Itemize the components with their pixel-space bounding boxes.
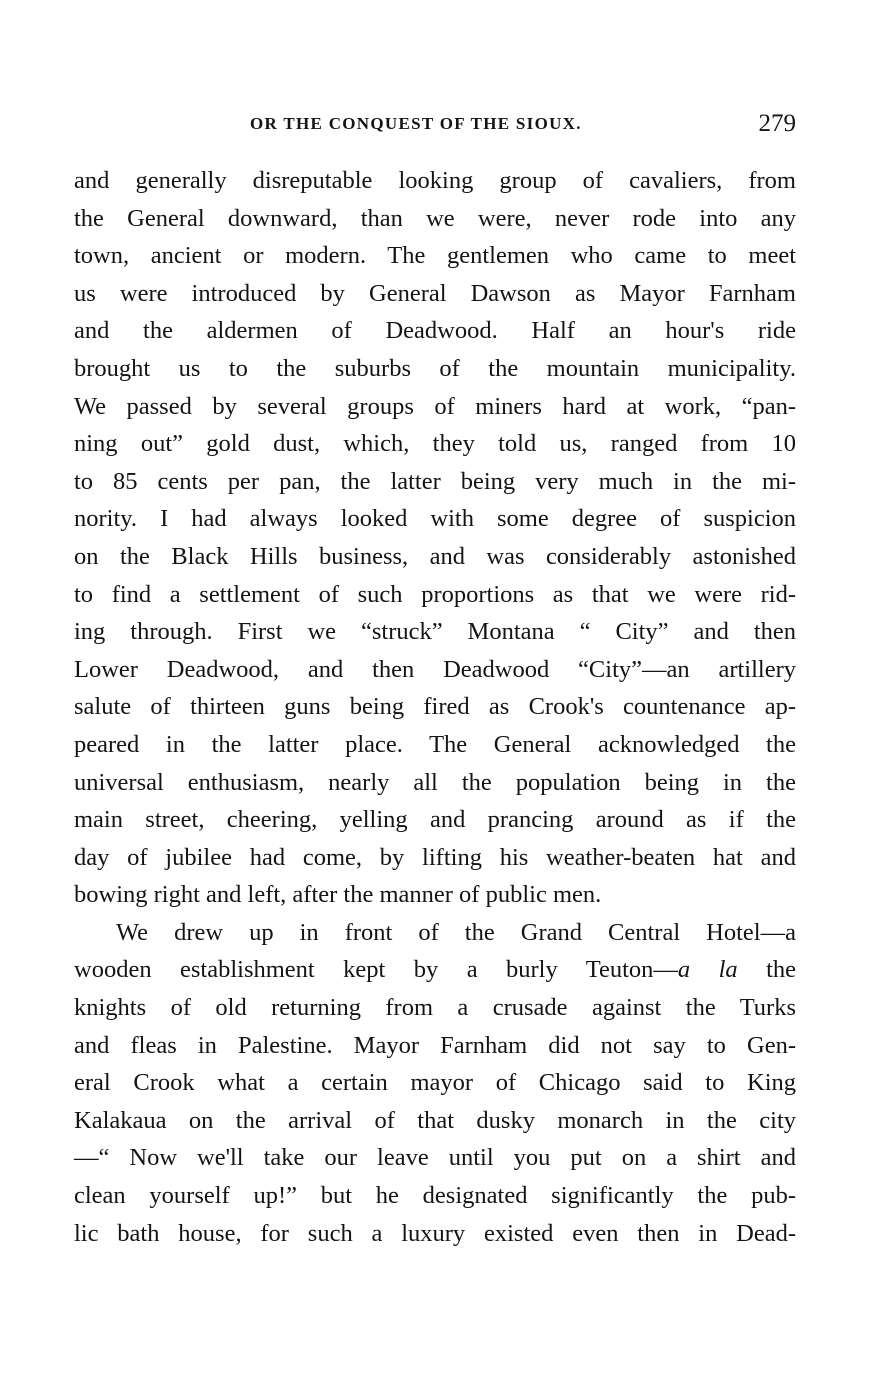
paragraph-end-line: bowing right and left, after the manner of public men. — [74, 881, 602, 909]
text-line: nority. I had always looked with some degree of suspicion — [74, 505, 796, 533]
text-line: ing through. First we “struck” Montana “ City” and then — [74, 618, 796, 646]
text-line: and generally disreputable looking group of cavaliers, from — [74, 167, 796, 194]
running-title: OR THE CONQUEST OF THE SIOUX. — [250, 114, 582, 133]
page-number: 279 — [758, 110, 796, 137]
body-text — [74, 162, 796, 1252]
running-head — [74, 110, 796, 140]
italic-phrase: a la — [677, 956, 738, 984]
text-line: and the aldermen of Deadwood. Half an hour's ride — [74, 317, 796, 345]
text-line: —“ Now we'll take our leave until you put on a shirt and — [74, 1144, 796, 1172]
text-line-with-italic — [74, 951, 796, 989]
text-line: Lower Deadwood, and then Deadwood “City”—an artillery — [74, 655, 796, 683]
text-line: We passed by several groups of miners hard at work, “pan- — [74, 392, 796, 420]
text-line: us were introduced by General Dawson as Mayor Farnham — [74, 279, 796, 307]
paragraph-start-line: We drew up in front of the Grand Central Hotel—a — [116, 918, 796, 946]
text-line: peared in the latter place. The General acknowledged the — [74, 730, 796, 758]
text-line: salute of thirteen guns being fired as Crook's countenance ap- — [74, 693, 796, 721]
text-line: lic bath house, for such a luxury existed even then in Dead- — [74, 1219, 796, 1247]
text-line: day of jubilee had come, by lifting his weather-beaten hat and — [74, 843, 796, 871]
text-line: the General downward, than we were, never rode into any — [74, 204, 796, 232]
text-line: knights of old returning from a crusade against the Turks — [74, 994, 796, 1022]
text-line: on the Black Hills business, and was considerably astonished — [74, 542, 796, 570]
text-line: universal enthusiasm, nearly all the population being in the — [74, 768, 796, 796]
text-line: town, ancient or modern. The gentlemen who came to meet — [74, 242, 796, 270]
text-line: and fleas in Palestine. Mayor Farnham did not say to Gen- — [74, 1031, 796, 1059]
text-line: brought us to the suburbs of the mountain municipality. — [74, 354, 796, 382]
text-line: to find a settlement of such proportions as that we were rid- — [74, 580, 796, 608]
text-segment: the — [737, 956, 797, 984]
text-line: ning out” gold dust, which, they told us, ranged from 10 — [74, 430, 796, 458]
text-line: main street, cheering, yelling and prancing around as if the — [74, 806, 796, 834]
text-line: to 85 cents per pan, the latter being very much in the mi- — [74, 467, 796, 495]
text-line: eral Crook what a certain mayor of Chicago said to King — [74, 1069, 796, 1097]
text-segment: wooden establishment kept by a burly Teuton— — [74, 956, 678, 984]
text-line: Kalakaua on the arrival of that dusky monarch in the city — [74, 1106, 796, 1134]
text-line: clean yourself up!” but he designated significantly the pub- — [74, 1182, 796, 1210]
